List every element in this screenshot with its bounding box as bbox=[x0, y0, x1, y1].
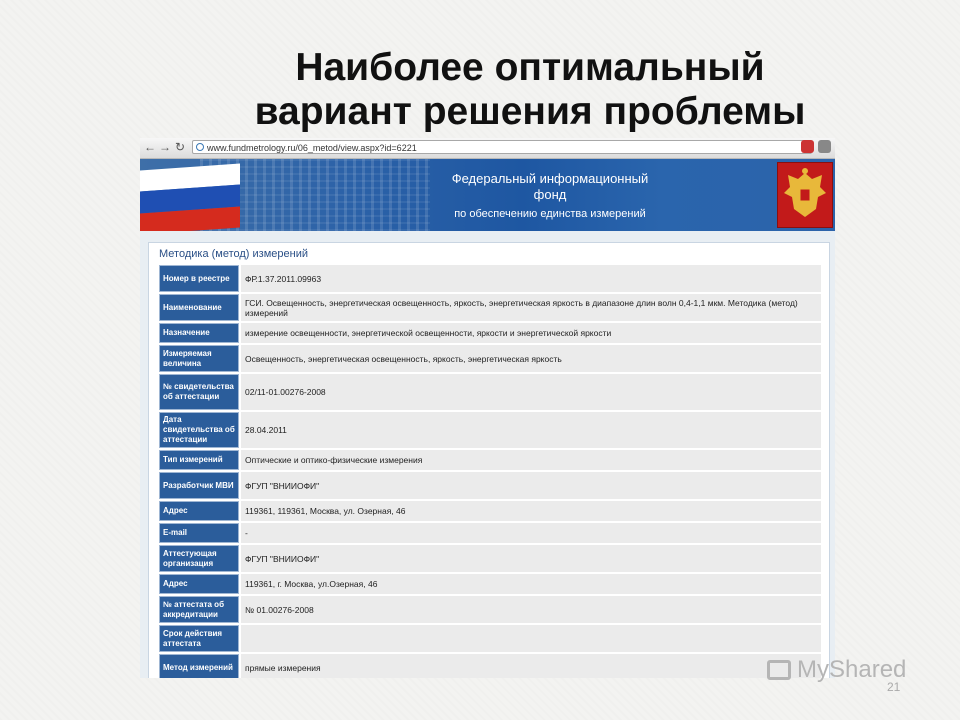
row-label: Дата свидетельства об аттестации bbox=[159, 412, 239, 448]
row-label: Адрес bbox=[159, 501, 239, 521]
row-value: 119361, 119361, Москва, ул. Озерная, 46 bbox=[241, 501, 821, 521]
row-label: Тип измерений bbox=[159, 450, 239, 470]
table-row bbox=[159, 412, 821, 448]
table-row bbox=[159, 654, 821, 678]
row-value: измерение освещенности, энергетической освещенности, яркости и энергетической яркости bbox=[241, 323, 821, 343]
slide-title-line1: Наиболее оптимальный bbox=[295, 46, 765, 89]
row-value: ГСИ. Освещенность, энергетическая освещенность, яркость, энергетическая яркость в диапазоне длин волн 0,4-1,1 мкм. Методика (метод) измерений bbox=[241, 294, 821, 321]
table-row bbox=[159, 545, 821, 572]
row-value: ФГУП "ВНИИОФИ" bbox=[241, 545, 821, 572]
back-arrow-icon[interactable]: ← bbox=[144, 140, 156, 154]
table-row bbox=[159, 574, 821, 594]
russian-flag-icon bbox=[140, 164, 240, 231]
table-row bbox=[159, 345, 821, 372]
browser-toolbar bbox=[140, 138, 835, 159]
row-label: Адрес bbox=[159, 574, 239, 594]
row-value bbox=[241, 625, 821, 652]
table-row bbox=[159, 523, 821, 543]
row-label: Измеряемая величина bbox=[159, 345, 239, 372]
row-value: 119361, г. Москва, ул.Озерная, 46 bbox=[241, 574, 821, 594]
row-value: прямые измерения bbox=[241, 654, 821, 678]
row-label: Назначение bbox=[159, 323, 239, 343]
table-row bbox=[159, 374, 821, 410]
row-value: ФР.1.37.2011.09963 bbox=[241, 265, 821, 292]
banner-line2: фонд bbox=[533, 187, 567, 202]
row-label: № аттестата об аккредитации bbox=[159, 596, 239, 623]
row-label: № свидетельства об аттестации bbox=[159, 374, 239, 410]
coat-of-arms-icon bbox=[777, 162, 833, 228]
watermark-text: MyShared bbox=[797, 656, 907, 683]
row-label: Метод измерений bbox=[159, 654, 239, 678]
row-value: ФГУП "ВНИИОФИ" bbox=[241, 472, 821, 499]
banner-text bbox=[430, 171, 670, 221]
site-banner bbox=[140, 159, 835, 231]
address-bar[interactable] bbox=[192, 140, 812, 154]
banner-line1: Федеральный информационный bbox=[451, 171, 649, 186]
browser-window bbox=[140, 138, 835, 678]
table-row bbox=[159, 472, 821, 499]
reload-icon[interactable]: ↻ bbox=[174, 140, 186, 154]
row-value: № 01.00276-2008 bbox=[241, 596, 821, 623]
table-row bbox=[159, 323, 821, 343]
row-label: Наименование bbox=[159, 294, 239, 321]
row-value: 02/11-01.00276-2008 bbox=[241, 374, 821, 410]
address-bar-url: www.fundmetrology.ru/06_metod/view.aspx?id=6221 bbox=[207, 143, 417, 153]
table-row bbox=[159, 265, 821, 292]
content-panel bbox=[148, 242, 830, 678]
extension-icon[interactable] bbox=[801, 140, 814, 153]
globe-icon bbox=[196, 143, 204, 151]
row-value: Освещенность, энергетическая освещенность, яркость, энергетическая яркость bbox=[241, 345, 821, 372]
banner-line3: по обеспечению единства измерений bbox=[454, 208, 646, 220]
forward-arrow-icon[interactable]: → bbox=[159, 140, 171, 154]
table-row bbox=[159, 450, 821, 470]
page-number: 21 bbox=[887, 680, 901, 694]
row-label: Аттестующая организация bbox=[159, 545, 239, 572]
extension-icons bbox=[801, 140, 831, 153]
menu-icon[interactable] bbox=[818, 140, 831, 153]
table-row bbox=[159, 294, 821, 321]
monitor-icon bbox=[767, 660, 791, 680]
section-title: Методика (метод) измерений bbox=[159, 248, 308, 260]
table-row bbox=[159, 596, 821, 623]
row-label: E-mail bbox=[159, 523, 239, 543]
info-table bbox=[159, 265, 821, 678]
slide-title bbox=[180, 46, 880, 134]
watermark bbox=[767, 656, 906, 684]
table-row bbox=[159, 501, 821, 521]
row-value: 28.04.2011 bbox=[241, 412, 821, 448]
row-value: - bbox=[241, 523, 821, 543]
slide-title-line2: вариант решения проблемы bbox=[254, 90, 806, 133]
row-label: Номер в реестре bbox=[159, 265, 239, 292]
row-label: Срок действия аттестата bbox=[159, 625, 239, 652]
table-row bbox=[159, 625, 821, 652]
row-value: Оптические и оптико-физические измерения bbox=[241, 450, 821, 470]
row-label: Разработчик МВИ bbox=[159, 472, 239, 499]
